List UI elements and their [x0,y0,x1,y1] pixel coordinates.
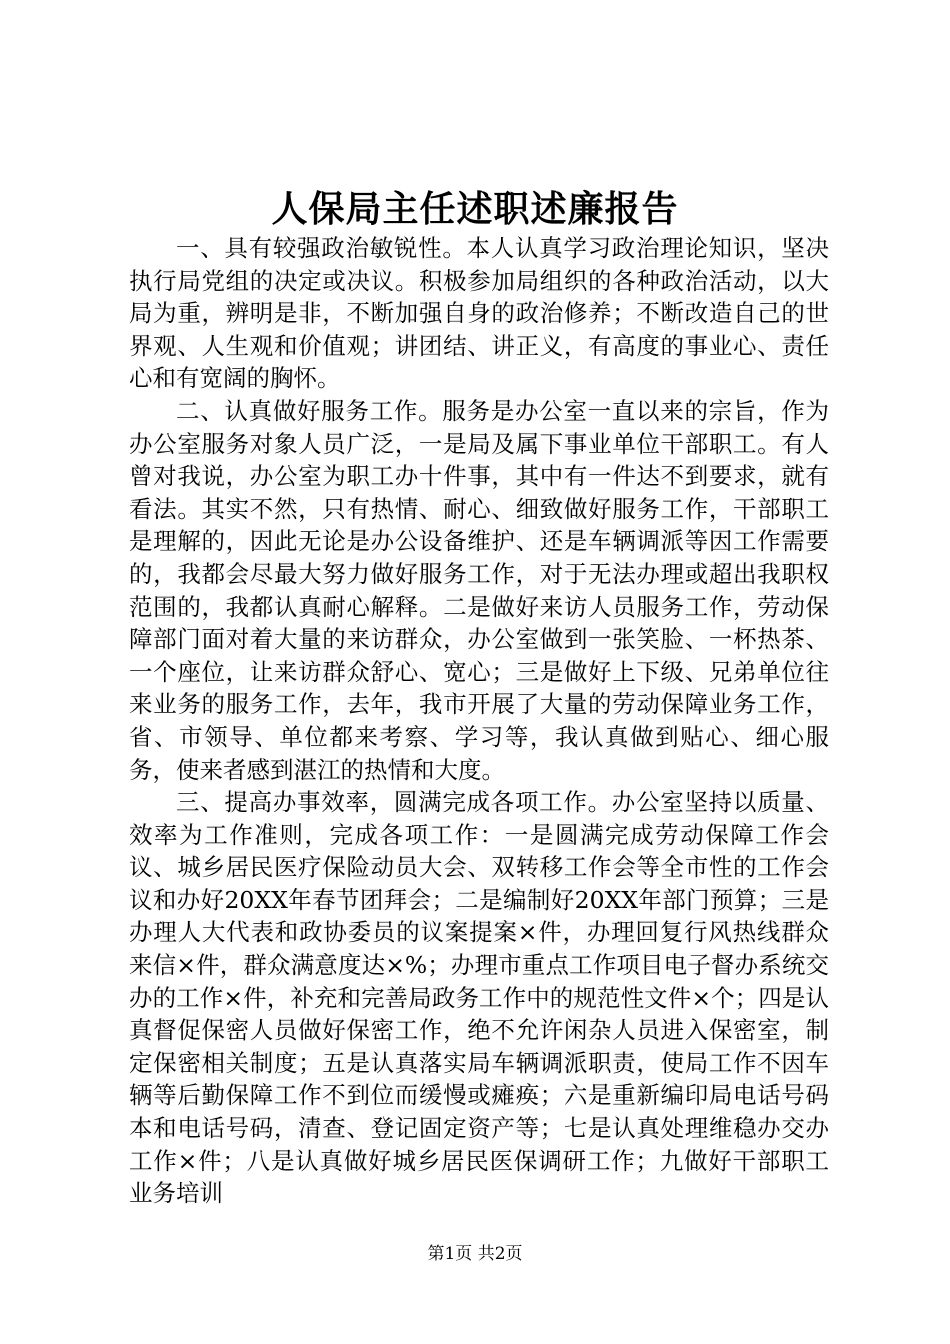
paragraph-political-awareness: 一、具有较强政治敏锐性。本人认真学习政治理论知识，坚决执行局党组的决定或决议。积极参加局组织的各种政治活动，以大局为重，辨明是非，不断加强自身的政治修养；不断改造自己的世界观、人生观和价值观；讲团结、讲正义，有高度的事业心、责任心和有宽阔的胸怀。 [129,234,829,393]
paragraph-service-work: 二、认真做好服务工作。服务是办公室一直以来的宗旨，作为办公室服务对象人员广泛，一是局及属下事业单位干部职工。有人曾对我说，办公室为职工办十件事，其中有一件达不到要求，就有看法。其实不然，只有热情、耐心、细致做好服务工作，干部职工是理解的，因此无论是办公设备维护、还是车辆调派等因工作需要的，我都会尽最大努力做好服务工作，对于无法办理或超出我职权范围的，我都认真耐心解释。二是做好来访人员服务工作，劳动保障部门面对着大量的来访群众，办公室做到一张笑脸、一杯热茶、一个座位，让来访群众舒心、宽心；三是做好上下级、兄弟单位往来业务的服务工作，去年，我市开展了大量的劳动保障业务工作，省、市领导、单位都来考察、学习等，我认真做到贴心、细心服务，使来者感到湛江的热情和大度。 [129,396,829,784]
document-body [129,232,829,1210]
page-footer: 第1页 共2页 [427,1244,523,1264]
paragraph-work-efficiency: 三、提高办事效率，圆满完成各项工作。办公室坚持以质量、效率为工作准则，完成各项工作：一是圆满完成劳动保障工作会议、城乡居民医疗保险动员大会、双转移工作会等全市性的工作会议和办好20XX年春节团拜会；二是编制好20XX年部门预算；三是办理人大代表和政协委员的议案提案×件，办理回复行风热线群众来信×件，群众满意度达×%；办理市重点工作项目电子督办系统交办的工作×件，补充和完善局政务工作中的规范性文件×个；四是认真督促保密人员做好保密工作，绝不允许闲杂人员进入保密室，制定保密相关制度；五是认真落实局车辆调派职责，使局工作不因车辆等后勤保障工作不到位而缓慢或瘫痪；六是重新编印局电话号码本和电话号码，清查、登记固定资产等；七是认真处理维稳办交办工作×件；八是认真做好城乡居民医保调研工作；九做好干部职工业务培训 [129,788,829,1208]
document-title: 人保局主任述职述廉报告 [271,188,679,230]
